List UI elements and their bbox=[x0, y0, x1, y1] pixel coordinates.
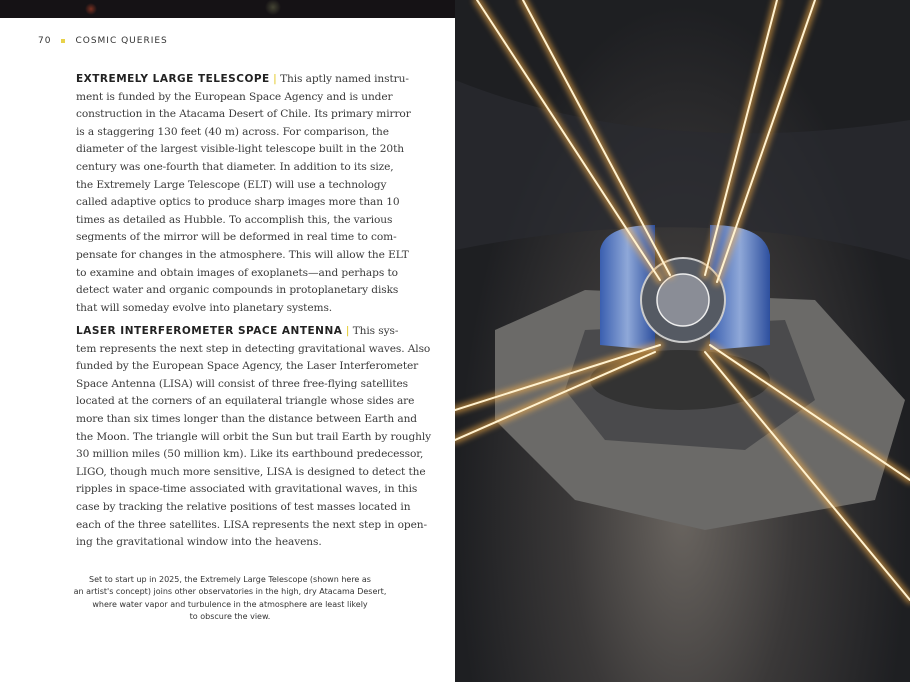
elt-artwork bbox=[455, 0, 910, 682]
caption-line: an artist's concept) joins other observatories in the high, dry Atacama Desert, bbox=[73, 587, 387, 597]
text-line: case by tracking the relative positions of test masses located in bbox=[76, 500, 411, 513]
text-line: called adaptive optics to produce sharp images more than 10 bbox=[76, 196, 400, 209]
text-line: 30 million miles (50 million km). Like its earthbound predecessor, bbox=[76, 448, 424, 461]
section-heading: LASER INTERFEROMETER SPACE ANTENNA bbox=[76, 325, 343, 337]
chapter-title: COSMIC QUERIES bbox=[75, 36, 168, 46]
telescope-illustration bbox=[455, 0, 910, 682]
text-line: Space Antenna (LISA) will consist of three free-flying satellites bbox=[76, 377, 409, 390]
section-heading: EXTREMELY LARGE TELESCOPE bbox=[76, 73, 270, 85]
running-head bbox=[38, 36, 168, 46]
text-line: detect water and organic compounds in protoplanetary disks bbox=[76, 284, 399, 297]
ridge bbox=[455, 80, 910, 260]
text-line: ripples in space-time associated with gravitational waves, in this bbox=[76, 483, 418, 496]
text-line: times as detailed as Hubble. To accomplish this, the various bbox=[76, 213, 393, 226]
section-lisa bbox=[76, 323, 432, 552]
caption-line: where water vapor and turbulence in the atmosphere are least likely bbox=[92, 599, 368, 609]
text-line: each of the three satellites. LISA represents the next step in open- bbox=[76, 518, 427, 531]
text-line: construction in the Atacama Desert of Chile. Its primary mirror bbox=[76, 108, 411, 121]
text-line: located at the corners of an equilateral triangle whose sides are bbox=[76, 395, 415, 408]
page-number: 70 bbox=[38, 36, 52, 46]
text-line: pensate for changes in the atmosphere. This will allow the ELT bbox=[76, 248, 409, 261]
bullet-icon bbox=[61, 39, 65, 43]
text-line: to examine and obtain images of exoplanets—and perhaps to bbox=[76, 266, 398, 279]
text-line: LIGO, though much more sensitive, LISA is designed to detect the bbox=[76, 465, 426, 478]
section-first-line: EXTREMELY LARGE TELESCOPE | This aptly named instru- bbox=[76, 73, 409, 85]
text-line: funded by the European Space Agency, the Laser Interferometer bbox=[76, 360, 419, 373]
text-line: segments of the mirror will be deformed in real time to com- bbox=[76, 231, 397, 244]
section-elt bbox=[76, 71, 411, 317]
text-line: is a staggering 130 feet (40 m) across. For comparison, the bbox=[76, 125, 389, 138]
caption-line: Set to start up in 2025, the Extremely Large Telescope (shown here as bbox=[89, 575, 371, 584]
text-line: diameter of the largest visible-light telescope built in the 20th bbox=[76, 143, 404, 156]
text-line: century was one-fourth that diameter. In addition to its size, bbox=[76, 160, 394, 173]
photo-caption bbox=[60, 574, 400, 624]
mirror bbox=[657, 274, 709, 326]
caption-line: to obscure the view. bbox=[189, 612, 271, 622]
text-line: the Extremely Large Telescope (ELT) will use a technology bbox=[76, 178, 387, 191]
starfield-strip bbox=[0, 0, 455, 18]
text-line: ment is funded by the European Space Agency and is under bbox=[76, 90, 393, 103]
text-line: ing the gravitational window into the heavens. bbox=[76, 536, 322, 549]
text-line: more than six times longer than the distance between Earth and bbox=[76, 412, 417, 425]
text-line: the Moon. The triangle will orbit the Sun but trail Earth by roughly bbox=[76, 430, 432, 443]
section-first-line: LASER INTERFEROMETER SPACE ANTENNA | This sys- bbox=[76, 325, 399, 337]
text-line: that will someday evolve into planetary systems. bbox=[76, 301, 333, 314]
text-line: tem represents the next step in detecting gravitational waves. Also bbox=[76, 342, 431, 355]
